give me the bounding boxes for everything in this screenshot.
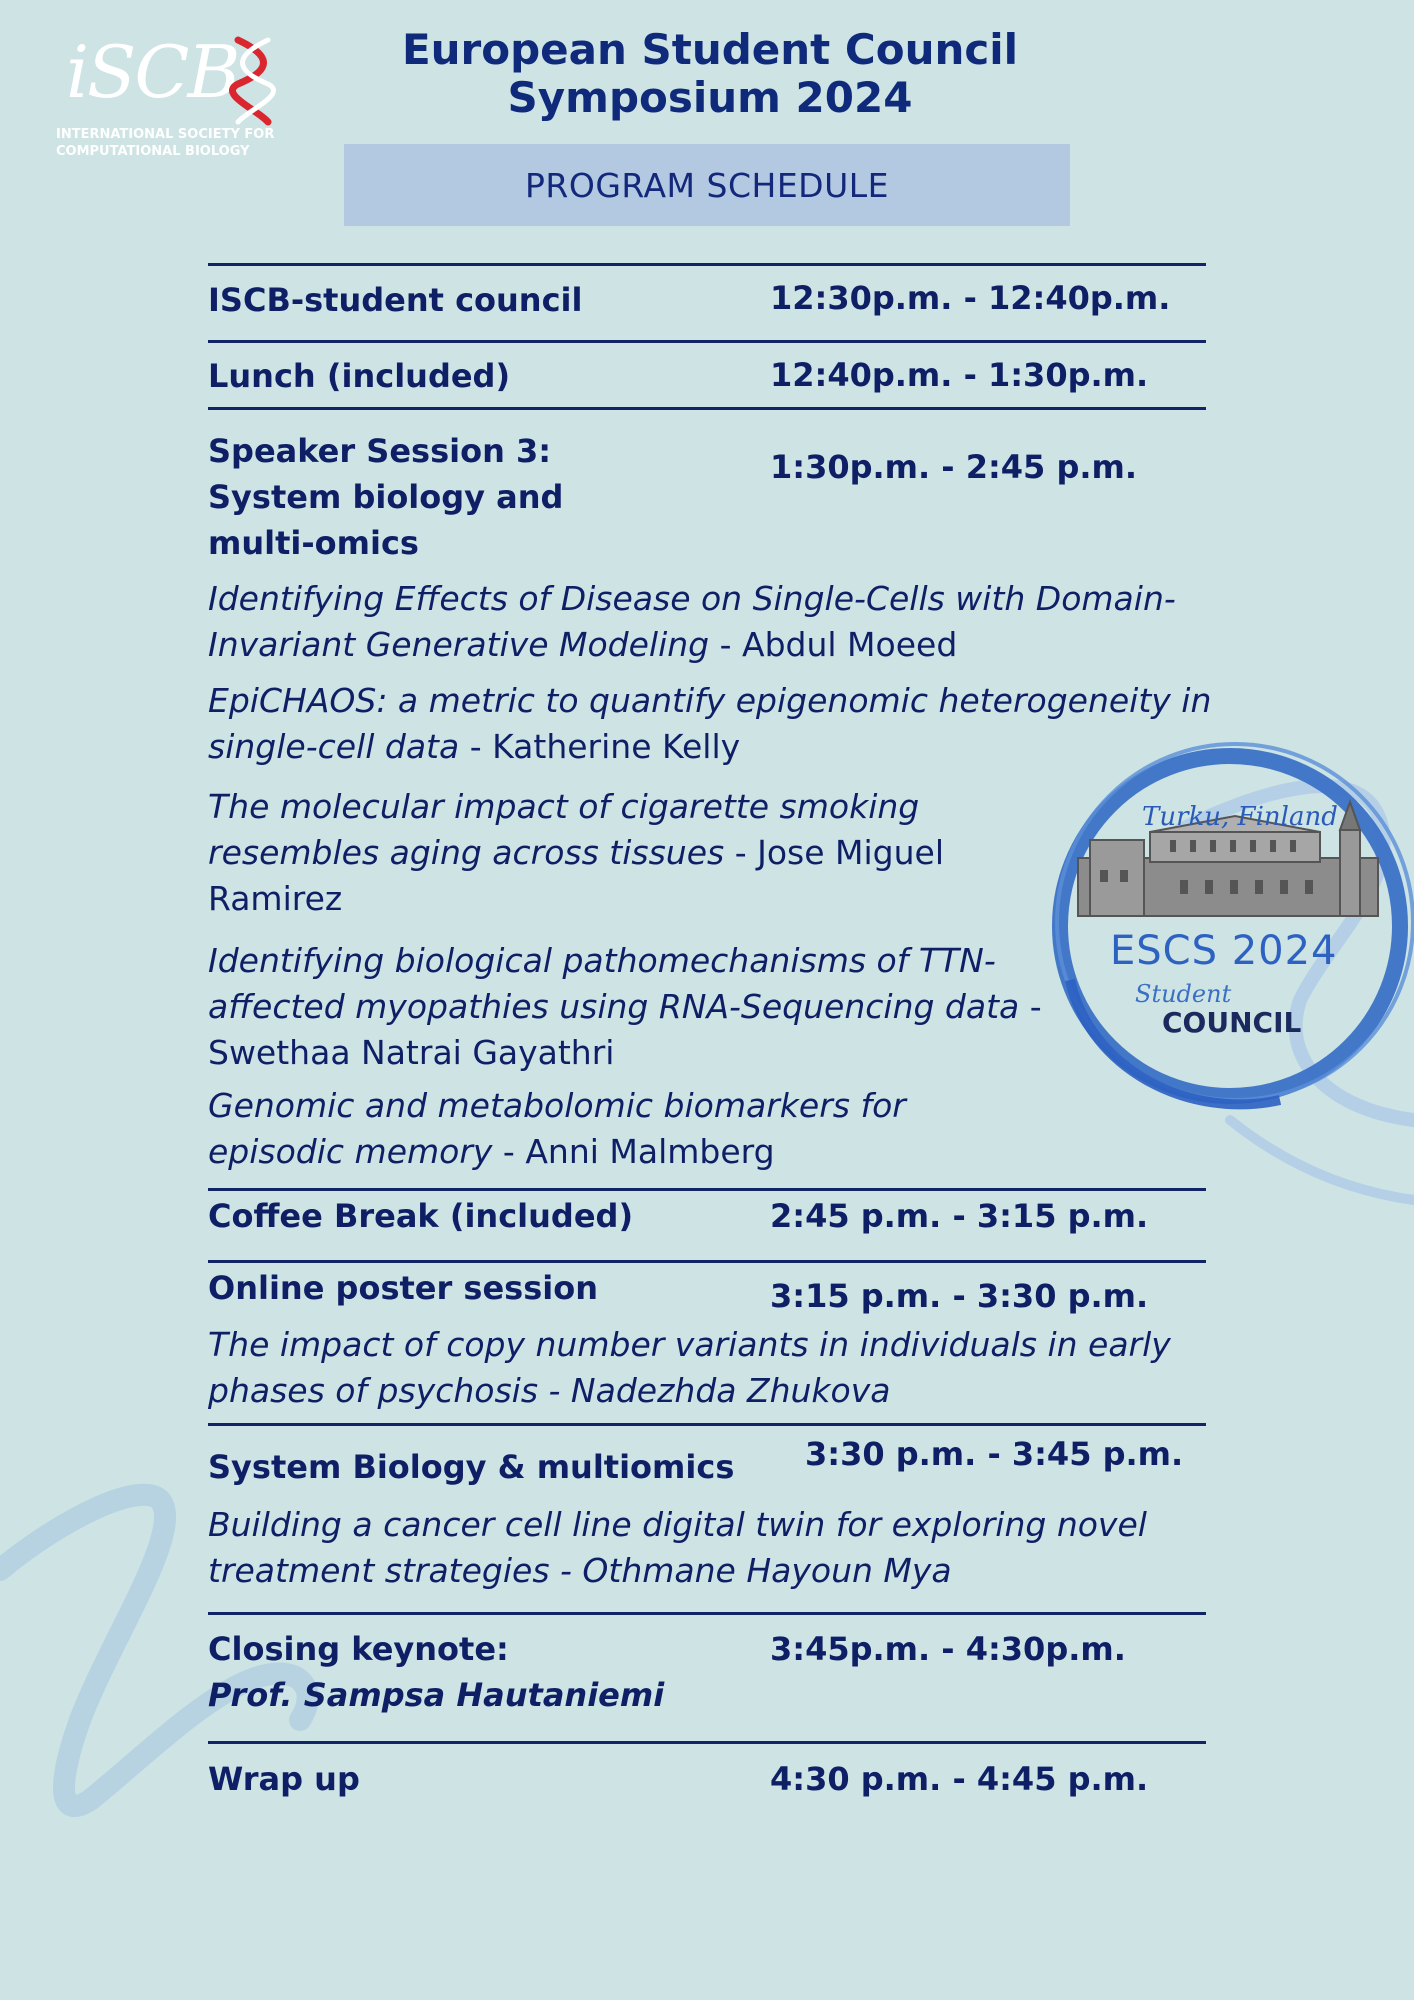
iscb-logo (56, 30, 286, 166)
talk-item: The molecular impact of cigarette smoking resembles aging across tissues - Jose Miguel Ramirez (208, 787, 944, 918)
schedule-item-time: 4:30 p.m. - 4:45 p.m. (770, 1760, 1149, 1798)
schedule-item-label: Lunch (included) (208, 357, 511, 395)
talk-item: EpiCHAOS: a metric to quantify epigenomic heterogeneity in single-cell data - Katherine Kelly (208, 681, 1212, 766)
schedule-item-time: 12:40p.m. - 1:30p.m. (770, 356, 1149, 394)
schedule-item-label: Coffee Break (included) (208, 1197, 634, 1235)
schedule-item-time: 3:45p.m. - 4:30p.m. (770, 1630, 1126, 1668)
schedule-item-label: Wrap up (208, 1760, 360, 1798)
schedule-item-time: 1:30p.m. - 2:45 p.m. (770, 448, 1138, 486)
talk-item: The impact of copy number variants in individuals in early phases of psychosis - Nadezhda Zhukova (208, 1325, 1171, 1410)
talk-item: Genomic and metabolomic biomarkers for episodic memory - Anni Malmberg (208, 1086, 906, 1171)
program-schedule-banner: PROGRAM SCHEDULE (344, 144, 1070, 226)
talk-item: Identifying biological pathomechanisms of TTN- affected myopathies using RNA-Sequencing data - Swethaa Natrai Gayathri (208, 941, 1042, 1072)
divider (208, 263, 1206, 266)
schedule-item-time: 2:45 p.m. - 3:15 p.m. (770, 1197, 1149, 1235)
schedule-item-label: System Biology & multiomics (208, 1448, 735, 1486)
schedule-item-label: Closing keynote: Prof. Sampsa Hautaniemi (208, 1626, 664, 1718)
dna-helix-icon (228, 36, 280, 126)
logo-subtitle: INTERNATIONAL SOCIETY FOR COMPUTATIONAL BIOLOGY (56, 127, 275, 159)
divider (208, 340, 1206, 343)
talk-item: Building a cancer cell line digital twin for exploring novel treatment strategies - Othmane Hayoun Mya (208, 1505, 1147, 1590)
logo-wordmark: iSCB (66, 30, 239, 114)
talk-item: Identifying Effects of Disease on Single-Cells with Domain- Invariant Generative Modeling - Abdul Moeed (208, 579, 1176, 664)
schedule-item-time: 3:30 p.m. - 3:45 p.m. (805, 1435, 1184, 1473)
schedule-item-label: Speaker Session 3: System biology and multi-omics (208, 432, 564, 562)
divider (208, 1741, 1206, 1744)
divider (208, 407, 1206, 410)
badge-city: Turku, Finland (1142, 802, 1338, 832)
divider (208, 1612, 1206, 1615)
divider (208, 1260, 1206, 1263)
page-title: European Student Council Symposium 2024 (401, 25, 1019, 122)
schedule-item-label: Online poster session (208, 1269, 598, 1307)
escs-2024-badge (1030, 740, 1414, 1220)
badge-student: Student (1135, 980, 1232, 1008)
schedule-item-time: 12:30p.m. - 12:40p.m. (770, 279, 1171, 317)
keynote-speaker: Prof. Sampsa Hautaniemi (208, 1676, 665, 1714)
divider (208, 1423, 1206, 1426)
schedule-item-label: ISCB-student council (208, 281, 583, 319)
schedule-item-time: 3:15 p.m. - 3:30 p.m. (770, 1277, 1149, 1315)
badge-title: ESCS 2024 (1110, 928, 1338, 974)
badge-council: COUNCIL (1162, 1006, 1302, 1039)
